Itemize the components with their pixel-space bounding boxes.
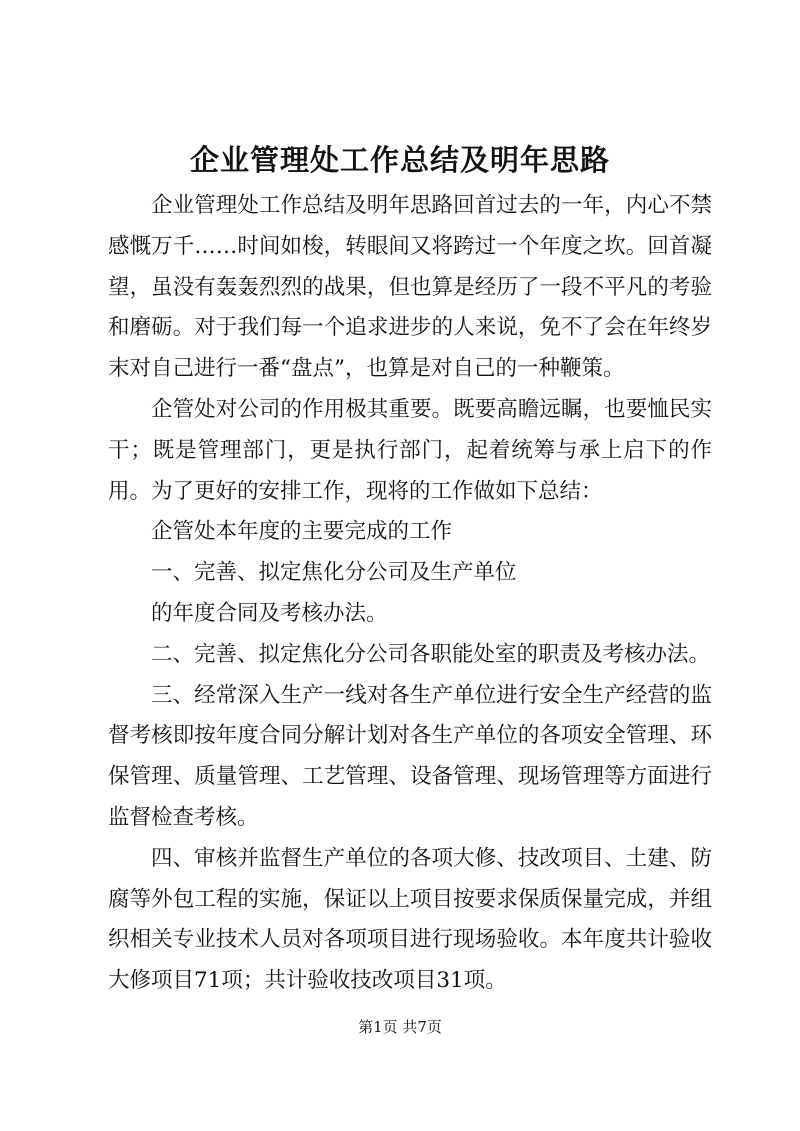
paragraph-item-3: 三、经常深入生产一线对各生产单位进行安全生产经营的监督考核即按年度合同分解计划对各生产单位的各项安全管理、环保管理、质量管理、工艺管理、设备管理、现场管理等方面进行监督检查考核。 [108,682,712,830]
page-number: 第1页 共7页 [358,1018,442,1036]
document-body [108,186,712,1002]
paragraph-role: 企管处对公司的作用极其重要。既要高瞻远瞩，也要恤民实干；既是管理部门，更是执行部门，起着统筹与承上启下的作用。为了更好的安排工作，现将的工作做如下总结： [108,396,712,504]
paragraph-section-heading: 企管处本年度的主要完成的工作 [151,519,453,545]
paragraph-intro: 企业管理处工作总结及明年思路回首过去的一年，内心不禁感慨万千……时间如梭，转眼间又将跨过一个年度之坎。回首凝望，虽没有轰轰烈烈的战果，但也算是经历了一段不平凡的考验和磨砺。对于我们每一个追求进步的人来说，免不了会在年终岁末对自己进行一番“盘点”，也算是对自己的一种鞭策。 [108,193,712,382]
paragraph-item-1: 一、完善、拟定焦化分公司及生产单位 [151,560,517,586]
document-title: 企业管理处工作总结及明年思路 [189,143,610,177]
paragraph-item-2: 二、完善、拟定焦化分公司各职能处室的职责及考核办法。 [151,641,711,667]
paragraph-item-1-continued: 的年度合同及考核办法。 [151,600,388,626]
paragraph-item-4: 四、审核并监督生产单位的各项大修、技改项目、土建、防腐等外包工程的实施，保证以上项目按要求保质保量完成，并组织相关专业技术人员对各项项目进行现场验收。本年度共计验收大修项目71项；共计验收技改项目31项。 [108,845,712,994]
